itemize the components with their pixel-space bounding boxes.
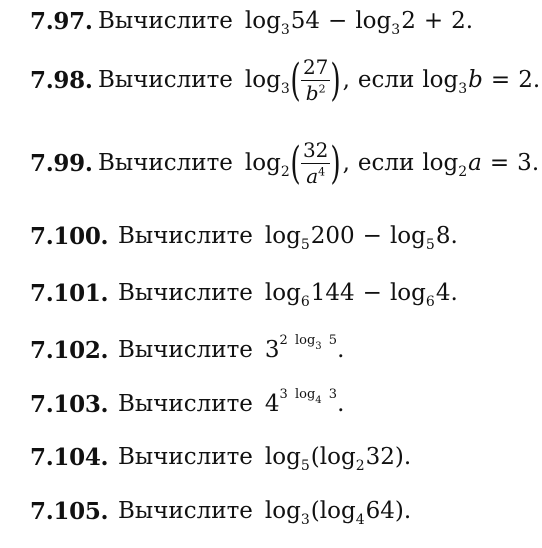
math-expression	[244, 8, 474, 38]
log-base: 3	[280, 21, 290, 38]
log-word: log	[244, 67, 281, 93]
math-expression	[264, 223, 458, 253]
exponent-log-base: 4	[315, 395, 322, 406]
denominator-variable: a	[306, 164, 319, 188]
end-period: .	[403, 444, 412, 470]
log-word: log	[264, 444, 301, 470]
math-expression	[264, 280, 458, 310]
plus-sign: +	[423, 8, 444, 34]
exponent	[279, 333, 338, 352]
log-word: log	[389, 280, 426, 306]
math-expression	[244, 54, 541, 106]
right-paren: )	[394, 498, 404, 524]
log-base: 3	[391, 21, 401, 38]
math-expression	[264, 444, 412, 474]
inner-log-word: log	[319, 498, 356, 524]
power-base: 4	[264, 391, 280, 417]
constant: 2	[451, 8, 466, 34]
inner-log-word: log	[319, 444, 356, 470]
log-base: 3	[280, 80, 290, 97]
condition-variable: a	[468, 150, 482, 176]
problem-7-97	[30, 8, 474, 38]
end-period: .	[465, 8, 474, 34]
exponent-log-argument: 5	[328, 333, 338, 348]
log-base: 3	[300, 511, 310, 528]
problem-number: 7.104.	[30, 444, 109, 471]
problem-verb: Вычислите	[118, 391, 253, 417]
right-paren: )	[330, 137, 342, 189]
problem-number: 7.101.	[30, 280, 109, 307]
problem-number: 7.99.	[30, 150, 93, 177]
problem-verb: Вычислите	[98, 150, 233, 176]
equals-sign: =	[490, 67, 511, 93]
problem-verb: Вычислите	[98, 67, 233, 93]
condition-value: 2	[518, 67, 533, 93]
fraction-numerator: 32	[302, 138, 329, 162]
inner-log-argument: 64	[365, 498, 395, 524]
problem-7-100	[30, 223, 458, 253]
problem-7-105	[30, 498, 412, 528]
log-word: log	[389, 223, 426, 249]
log-base: 5	[300, 236, 310, 253]
exponent	[279, 387, 338, 406]
exponent-log-argument: 3	[328, 387, 338, 402]
problem-7-99	[30, 137, 540, 189]
end-period: .	[403, 498, 412, 524]
denominator-variable: b	[305, 81, 319, 105]
log-base: 2	[280, 163, 290, 180]
fraction	[301, 140, 330, 187]
fraction	[301, 57, 330, 104]
log-base: 3	[458, 80, 468, 97]
problem-number: 7.103.	[30, 391, 109, 418]
log-word: log	[264, 280, 301, 306]
log-argument: 2	[401, 8, 416, 34]
problem-verb: Вычислите	[118, 498, 253, 524]
log-base: 6	[300, 293, 310, 310]
minus-sign: −	[362, 223, 382, 249]
end-period: .	[337, 337, 345, 363]
exponent-log-word: log	[294, 333, 316, 348]
log-argument: 8	[435, 223, 451, 249]
log-argument: 4	[435, 280, 451, 306]
log-word: log	[264, 223, 301, 249]
log-word: log	[244, 150, 281, 176]
condition-word: если	[357, 67, 415, 93]
left-paren: (	[310, 444, 320, 470]
problem-7-102	[30, 333, 345, 364]
condition-value: 3	[517, 150, 532, 176]
problem-verb: Вычислите	[98, 8, 233, 34]
denominator-exponent: 2	[318, 82, 326, 96]
log-word: log	[244, 8, 281, 34]
log-base: 6	[425, 293, 435, 310]
fraction-denominator	[306, 81, 326, 104]
end-period: .	[450, 223, 458, 249]
inner-log-base: 4	[355, 511, 365, 528]
problem-7-104	[30, 444, 412, 474]
exponent-coefficient: 2	[279, 333, 288, 348]
log-argument: 54	[290, 8, 321, 34]
log-base: 2	[458, 163, 468, 180]
problem-7-101	[30, 280, 458, 310]
end-period: .	[337, 391, 345, 417]
log-word: log	[264, 498, 301, 524]
exponent-coefficient: 3	[279, 387, 288, 402]
minus-sign: −	[362, 280, 382, 306]
problem-verb: Вычислите	[118, 337, 253, 363]
minus-sign: −	[328, 8, 348, 34]
log-word: log	[422, 150, 459, 176]
left-paren: (	[290, 54, 301, 106]
problem-verb: Вычислите	[118, 223, 253, 249]
end-period: .	[532, 67, 541, 93]
problem-7-98	[30, 54, 541, 106]
comma: ,	[342, 150, 350, 176]
log-word: log	[422, 67, 459, 93]
log-base: 5	[300, 457, 310, 474]
power-base: 3	[264, 337, 280, 363]
denominator-exponent: 4	[318, 165, 326, 179]
end-period: .	[450, 280, 458, 306]
left-paren: (	[290, 137, 301, 189]
math-expression	[264, 498, 412, 528]
right-paren: )	[394, 444, 404, 470]
fraction-denominator	[306, 164, 325, 187]
fraction-numerator: 27	[302, 55, 329, 79]
inner-log-argument: 32	[365, 444, 395, 470]
exponent-log-word: log	[294, 387, 316, 402]
end-period: .	[531, 150, 540, 176]
problem-number: 7.102.	[30, 337, 109, 364]
problem-verb: Вычислите	[118, 444, 253, 470]
equals-sign: =	[489, 150, 510, 176]
math-expression	[264, 387, 345, 417]
exponent-log-base: 3	[315, 341, 322, 352]
log-base: 5	[425, 236, 435, 253]
condition-word: если	[357, 150, 415, 176]
problem-number: 7.105.	[30, 498, 109, 525]
comma: ,	[342, 67, 350, 93]
inner-log-base: 2	[355, 457, 365, 474]
log-word: log	[355, 8, 392, 34]
log-argument: 200	[310, 223, 355, 249]
condition-variable: b	[468, 67, 483, 93]
right-paren: )	[330, 54, 342, 106]
log-argument: 144	[310, 280, 355, 306]
problem-number: 7.100.	[30, 223, 109, 250]
problem-7-103	[30, 387, 345, 418]
math-expression	[244, 137, 540, 189]
problem-number: 7.98.	[30, 67, 93, 94]
left-paren: (	[310, 498, 320, 524]
math-expression	[264, 333, 345, 363]
problem-verb: Вычислите	[118, 280, 253, 306]
problem-number: 7.97.	[30, 8, 93, 35]
